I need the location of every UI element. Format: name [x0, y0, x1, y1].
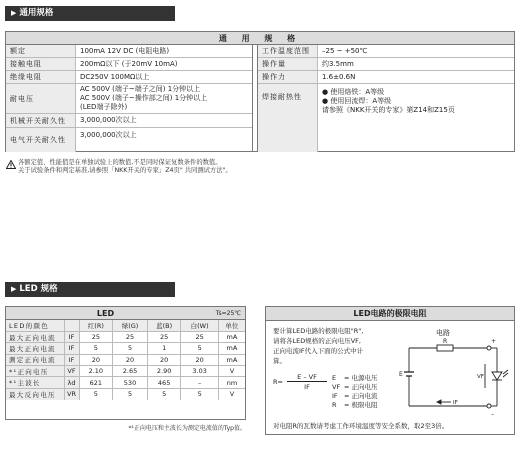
table-cell: 20	[181, 354, 218, 365]
circuit-title: 电路	[436, 329, 450, 337]
table-cell: 530	[113, 377, 148, 388]
spec-value	[318, 84, 514, 152]
triangle-icon: ▶	[11, 285, 17, 293]
column-header: 白(W)	[181, 320, 218, 331]
label-e: E	[399, 371, 403, 378]
note-line: 各额定值、性能值是在单独试验上的数值,不是同时保证复数条件的数值。	[18, 159, 222, 166]
spec-row	[6, 45, 252, 58]
spec-label: 耐电压	[6, 84, 76, 113]
spec-value: 200mΩ以下 (于20mV 10mA)	[80, 59, 178, 68]
section-header-general	[5, 6, 175, 21]
table-cell: mA	[218, 343, 245, 354]
table-cell: 5	[147, 388, 181, 399]
table-cell: 2.10	[79, 366, 113, 377]
table-cell: 最大正向电流	[6, 331, 64, 342]
table-cell: V	[218, 388, 245, 399]
led-circuit-diagram	[399, 336, 511, 418]
table-header-row	[6, 320, 245, 331]
spec-value-line: ● 使用回流焊：A等级	[322, 97, 392, 105]
spec-table-header: 通 用 规 格	[6, 32, 514, 45]
intro-line: 算。	[273, 357, 286, 365]
led-symbol	[492, 372, 502, 380]
label-minus: –	[491, 411, 494, 418]
spec-row	[258, 58, 514, 71]
column-header: LED的颜色	[6, 320, 64, 331]
column-header: 单位	[218, 320, 245, 331]
temperature-condition: Ts=25℃	[215, 310, 241, 317]
table-row	[6, 331, 245, 342]
resistor-symbol	[437, 345, 453, 351]
led-table-title: LED	[96, 309, 115, 318]
column-header: 蓝(B)	[147, 320, 181, 331]
spec-label: 焊接耐热性	[258, 84, 318, 152]
spec-row	[6, 128, 252, 152]
spec-value-line: AC 500V (端子~端子之间) 1分钟以上	[80, 85, 201, 93]
table-cell: 5	[181, 388, 218, 399]
label-r: R	[443, 338, 448, 345]
formula-denominator: IF	[304, 383, 310, 391]
table-row	[6, 388, 245, 399]
table-cell: 1	[147, 343, 181, 354]
table-cell: mA	[218, 354, 245, 365]
table-cell: VR	[64, 388, 79, 399]
table-cell: IF	[64, 343, 79, 354]
spec-label: 绝缘电阻	[6, 71, 76, 83]
table-cell: *¹主波长	[6, 377, 64, 388]
spec-label: 额定	[6, 45, 76, 57]
table-cell: 3.03	[181, 366, 218, 377]
table-cell: 25	[147, 331, 181, 342]
label-if: IF	[453, 400, 458, 406]
table-cell: IF	[64, 354, 79, 365]
legend-item: R = 极限电阻	[332, 401, 378, 409]
table-cell: 20	[147, 354, 181, 365]
spec-row	[6, 84, 252, 114]
table-cell: 5	[113, 343, 148, 354]
legend-item: IF = 正向电流	[332, 392, 378, 400]
table-cell: V	[218, 366, 245, 377]
led-footnote: *¹正向电压和主波长为测定电流值的Typ值。	[128, 425, 246, 432]
led-table-grid	[6, 320, 245, 400]
formula-legend	[332, 374, 378, 410]
spec-label: 操作量	[258, 58, 318, 70]
table-row	[6, 377, 245, 388]
spec-value: 3,000,000次以上	[80, 116, 137, 124]
spec-left-column	[6, 45, 253, 151]
section-header-led	[5, 282, 175, 297]
intro-line: 请将各LED规格的正向电压VF,	[273, 337, 361, 345]
resistor-intro	[273, 326, 403, 366]
note-text	[18, 159, 232, 175]
triangle-icon: ▶	[11, 9, 17, 17]
legend-item: VF = 正向电压	[332, 383, 378, 391]
table-cell: 2.65	[113, 366, 148, 377]
table-cell: 20	[79, 354, 113, 365]
resistor-footer: 对电阻R的瓦数请考虑工作环境温度等安全系数，取2至3倍。	[273, 422, 449, 430]
spec-row	[258, 45, 514, 58]
label-vf: VF	[477, 374, 484, 380]
table-cell: 25	[113, 331, 148, 342]
spec-value-line: AC 500V (端子~操作部之间) 1分钟以上	[80, 94, 208, 102]
spec-label: 电气开关耐久性	[6, 128, 76, 152]
column-header	[64, 320, 79, 331]
spec-value: 1.6±0.6N	[322, 72, 356, 81]
table-cell: IF	[64, 331, 79, 342]
table-row	[6, 343, 245, 354]
spec-label: 工作温度范围	[258, 45, 318, 57]
table-cell: 2.90	[147, 366, 181, 377]
section-title: LED 规格	[19, 284, 58, 294]
spec-right-column	[257, 45, 514, 151]
spec-row	[6, 114, 252, 128]
intro-line: 要计算LED电路的极限电阻"R",	[273, 327, 364, 335]
spec-value-line: (LED端子除外)	[80, 103, 128, 111]
spec-label: 机械开关耐久性	[6, 114, 76, 127]
section-title: 通用规格	[19, 8, 54, 18]
table-cell: 最大反向电压	[6, 388, 64, 399]
table-cell: 最大正向电流	[6, 343, 64, 354]
table-cell: 5	[181, 343, 218, 354]
spec-label: 接触电阻	[6, 58, 76, 70]
table-cell: 5	[79, 388, 113, 399]
spec-value	[76, 84, 252, 113]
spec-value-line: ● 使用烙铁：A等级	[322, 88, 385, 96]
general-spec-table	[5, 31, 515, 152]
limiting-resistor-box	[265, 306, 515, 435]
table-cell: *¹正向电压	[6, 366, 64, 377]
minus-terminal	[487, 404, 491, 408]
led-spec-table	[5, 306, 246, 420]
column-header: 红(R)	[79, 320, 113, 331]
table-cell: λd	[64, 377, 79, 388]
spec-row	[6, 71, 252, 84]
formula-numerator: E – VF	[287, 373, 327, 382]
table-cell: 465	[147, 377, 181, 388]
table-row	[6, 354, 245, 365]
spec-row	[258, 84, 514, 152]
spec-value: 100mA 12V DC (电阻电路)	[80, 46, 170, 55]
legend-item: E = 电源电压	[332, 374, 378, 382]
table-cell: 25	[181, 331, 218, 342]
table-row	[6, 366, 245, 377]
table-cell: 20	[113, 354, 148, 365]
table-cell: 测定正向电流	[6, 354, 64, 365]
plus-terminal	[487, 346, 491, 350]
spec-value: 约3.5mm	[322, 59, 354, 68]
current-arrow	[437, 400, 441, 404]
table-cell: mA	[218, 331, 245, 342]
note-line: 关于试验条件和判定基准,请参照「NKK开关的专家」Z4页" 共同测试方法"。	[18, 167, 232, 174]
table-cell: 5	[79, 343, 113, 354]
spec-value: –25 ~ +50℃	[322, 46, 368, 55]
table-cell: nm	[218, 377, 245, 388]
warning-icon	[6, 160, 16, 169]
spec-value: DC250V 100MΩ以上	[80, 72, 150, 81]
resistor-box-title: LED电路的极限电阻	[266, 307, 514, 321]
table-cell: 5	[113, 388, 148, 399]
led-table-header	[6, 307, 245, 320]
spec-row	[258, 71, 514, 84]
spec-row	[6, 58, 252, 71]
spec-value-line: 请参照《NKK开关的专家》第Z14和Z15页	[322, 106, 455, 114]
formula-lhs: R=	[273, 378, 283, 386]
table-cell: 621	[79, 377, 113, 388]
column-header: 绿(G)	[113, 320, 148, 331]
spec-value: 3,000,000次以上	[80, 131, 137, 139]
table-cell: –	[181, 377, 218, 388]
label-plus: +	[491, 338, 497, 345]
intro-line: 正向电流IF代入下面的公式中计	[273, 347, 364, 355]
table-cell: VF	[64, 366, 79, 377]
table-cell: 25	[79, 331, 113, 342]
spec-label: 操作力	[258, 71, 318, 83]
